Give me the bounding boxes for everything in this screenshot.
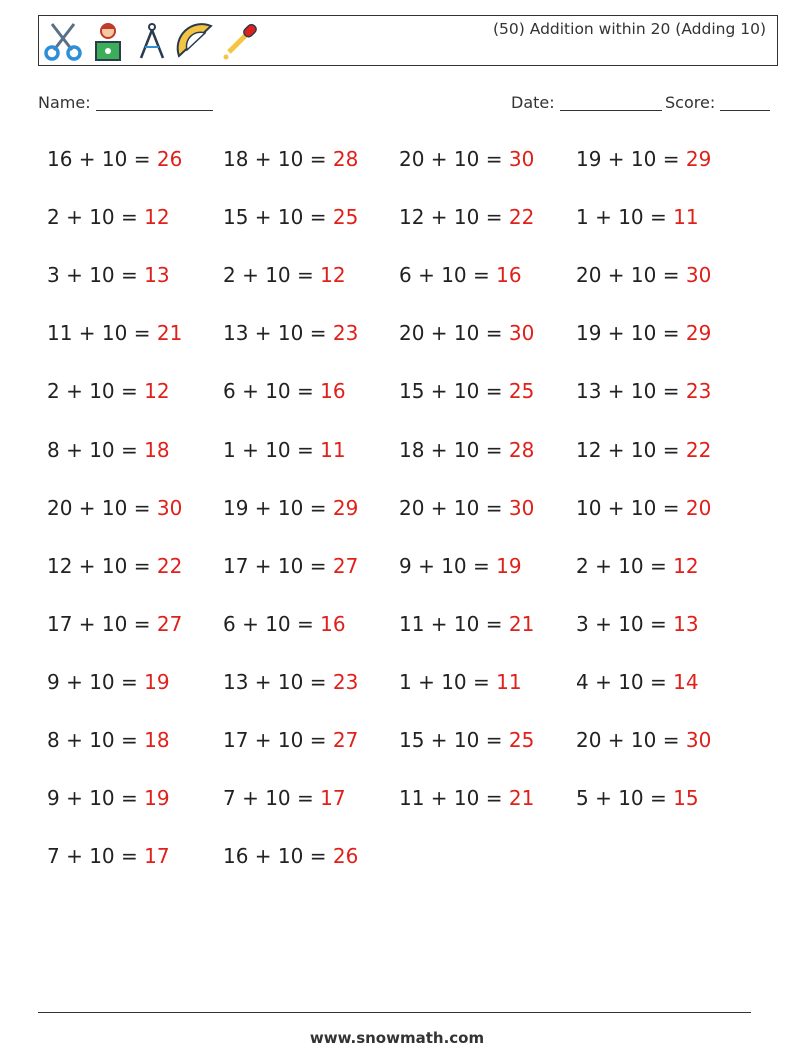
problem-answer: 22 [685,437,712,462]
problem-answer: 12 [144,205,170,230]
problem-answer: 30 [685,263,712,288]
date-field [511,93,662,112]
date-blank [560,94,662,111]
problem-item [576,438,711,462]
problem-item [47,438,170,462]
problem-answer: 28 [508,437,535,462]
problem-question: 9 + 10 = [47,786,138,811]
problem-answer: 17 [320,786,346,811]
score-field [665,93,770,112]
problem-item [399,496,534,520]
problem-question: 4 + 10 = [576,669,667,694]
problem-item [399,786,534,810]
compass-icon [131,20,173,62]
problem-item [576,670,699,694]
problem-question: 15 + 10 = [399,728,503,752]
problem-answer: 11 [496,669,522,694]
problem-question: 5 + 10 = [576,786,667,811]
problem-item [576,786,699,810]
problem-item [576,728,711,752]
problem-item [223,379,346,403]
problem-answer: 30 [156,495,183,520]
score-blank [720,94,770,111]
date-label: Date: [511,93,555,112]
problem-answer: 28 [332,147,359,171]
problem-item [47,205,170,229]
problem-item [399,379,534,403]
problem-item [223,438,346,462]
problem-item [47,321,182,345]
problem-item [223,728,358,752]
problem-answer: 29 [685,147,712,171]
problem-item [576,612,699,636]
problem-item [223,496,358,520]
problem-question: 3 + 10 = [576,611,667,636]
problem-answer: 21 [508,611,535,636]
problem-question: 13 + 10 = [223,321,327,346]
problem-question: 2 + 10 = [223,263,314,288]
problem-item [399,612,534,636]
problem-question: 15 + 10 = [223,205,327,230]
problem-answer: 29 [332,495,359,520]
problem-item [399,438,534,462]
problem-item [223,786,346,810]
problem-item [399,670,522,694]
problem-question: 12 + 10 = [576,437,680,462]
problem-question: 2 + 10 = [47,205,138,230]
worksheet-title: (50) Addition within 20 (Adding 10) [493,20,766,38]
problem-question: 20 + 10 = [399,147,503,171]
problem-answer: 17 [144,844,170,869]
problem-question: 13 + 10 = [576,379,680,404]
problem-item [223,205,358,229]
problem-answer: 16 [496,263,522,288]
problem-item [47,554,182,578]
problem-answer: 23 [685,379,712,404]
problem-question: 19 + 10 = [223,495,327,520]
problem-question: 16 + 10 = [47,147,151,171]
problem-question: 20 + 10 = [576,728,680,752]
problem-answer: 23 [332,321,359,346]
problem-question: 2 + 10 = [576,553,667,578]
problem-item [576,496,711,520]
problem-answer: 12 [320,263,346,288]
problem-item [223,147,358,171]
problem-question: 2 + 10 = [47,379,138,404]
problem-answer: 26 [332,844,359,869]
problem-item [47,844,170,868]
problem-question: 7 + 10 = [223,786,314,811]
worksheet-header [38,15,778,66]
problem-item [223,321,358,345]
problem-answer: 12 [144,379,170,404]
problem-item [223,612,346,636]
problem-question: 11 + 10 = [47,321,151,346]
problem-item [47,147,182,171]
scissors-icon [42,20,84,62]
problem-answer: 11 [320,437,346,462]
problem-item [576,263,711,287]
problem-item [399,205,534,229]
problem-answer: 19 [144,786,170,811]
footer-rule [38,1012,751,1013]
problem-question: 12 + 10 = [47,553,151,578]
problem-question: 6 + 10 = [399,263,490,288]
problem-question: 13 + 10 = [223,669,327,694]
score-label: Score: [665,93,716,112]
problem-item [223,844,358,868]
problem-item [399,728,534,752]
problem-item [223,554,358,578]
problem-question: 20 + 10 = [47,495,151,520]
dropper-icon [219,20,261,62]
problem-question: 19 + 10 = [576,147,680,171]
problem-item [399,147,534,171]
protractor-icon [175,20,217,62]
problem-item [47,728,170,752]
problem-answer: 23 [332,669,359,694]
problem-question: 11 + 10 = [399,611,503,636]
problem-question: 3 + 10 = [47,263,138,288]
problem-question: 6 + 10 = [223,611,314,636]
problem-item [223,263,346,287]
problem-answer: 19 [496,553,522,578]
problem-question: 9 + 10 = [399,553,490,578]
problem-item [47,496,182,520]
problem-answer: 26 [156,147,183,171]
problem-question: 17 + 10 = [223,553,327,578]
problem-answer: 18 [144,437,170,462]
problem-answer: 30 [508,495,535,520]
footer-url: www.snowmath.com [309,1029,485,1047]
problem-answer: 27 [156,611,183,636]
problem-answer: 11 [673,205,699,230]
problem-question: 19 + 10 = [576,321,680,346]
problem-question: 10 + 10 = [576,495,680,520]
problem-item [576,205,699,229]
problem-question: 20 + 10 = [576,263,680,288]
problem-answer: 25 [508,379,535,404]
problem-answer: 25 [332,205,359,230]
problem-answer: 16 [320,379,346,404]
problem-answer: 19 [144,669,170,694]
problem-item [47,786,170,810]
problem-answer: 22 [156,553,183,578]
problem-answer: 12 [673,553,699,578]
problem-question: 12 + 10 = [399,205,503,230]
problem-question: 11 + 10 = [399,786,503,811]
problem-answer: 13 [673,611,699,636]
problem-question: 8 + 10 = [47,728,138,752]
problem-item [223,670,358,694]
problem-question: 6 + 10 = [223,379,314,404]
problem-item [576,321,711,345]
problem-answer: 25 [508,728,535,752]
problem-answer: 27 [332,553,359,578]
problem-question: 1 + 10 = [223,437,314,462]
problem-answer: 30 [508,147,535,171]
problem-question: 16 + 10 = [223,844,327,869]
problem-question: 8 + 10 = [47,437,138,462]
problem-answer: 20 [685,495,712,520]
problem-item [576,554,699,578]
problem-question: 20 + 10 = [399,321,503,346]
problem-item [576,379,711,403]
problem-item [47,379,170,403]
problem-answer: 16 [320,611,346,636]
problem-item [399,554,522,578]
problem-question: 18 + 10 = [399,437,503,462]
problem-item [47,612,182,636]
problem-answer: 27 [332,728,359,752]
name-field [38,93,213,112]
teacher-icon [87,20,129,62]
problem-question: 17 + 10 = [47,611,151,636]
problem-question: 17 + 10 = [223,728,327,752]
problem-question: 20 + 10 = [399,495,503,520]
problem-question: 15 + 10 = [399,379,503,404]
problem-item [47,263,170,287]
problem-answer: 15 [673,786,699,811]
problem-answer: 21 [156,321,183,346]
problem-item [399,321,534,345]
problem-answer: 30 [508,321,535,346]
problem-answer: 21 [508,786,535,811]
problem-item [399,263,522,287]
problem-answer: 14 [673,669,699,694]
name-blank [96,94,213,111]
problem-question: 1 + 10 = [399,669,490,694]
problem-answer: 13 [144,263,170,288]
problem-question: 1 + 10 = [576,205,667,230]
problem-answer: 18 [144,728,170,752]
problem-item [47,670,170,694]
problem-question: 18 + 10 = [223,147,327,171]
problem-answer: 22 [508,205,535,230]
problem-item [576,147,711,171]
problem-question: 9 + 10 = [47,669,138,694]
problem-answer: 30 [685,728,712,752]
problem-answer: 29 [685,321,712,346]
problem-question: 7 + 10 = [47,844,138,869]
name-label: Name: [38,93,91,112]
